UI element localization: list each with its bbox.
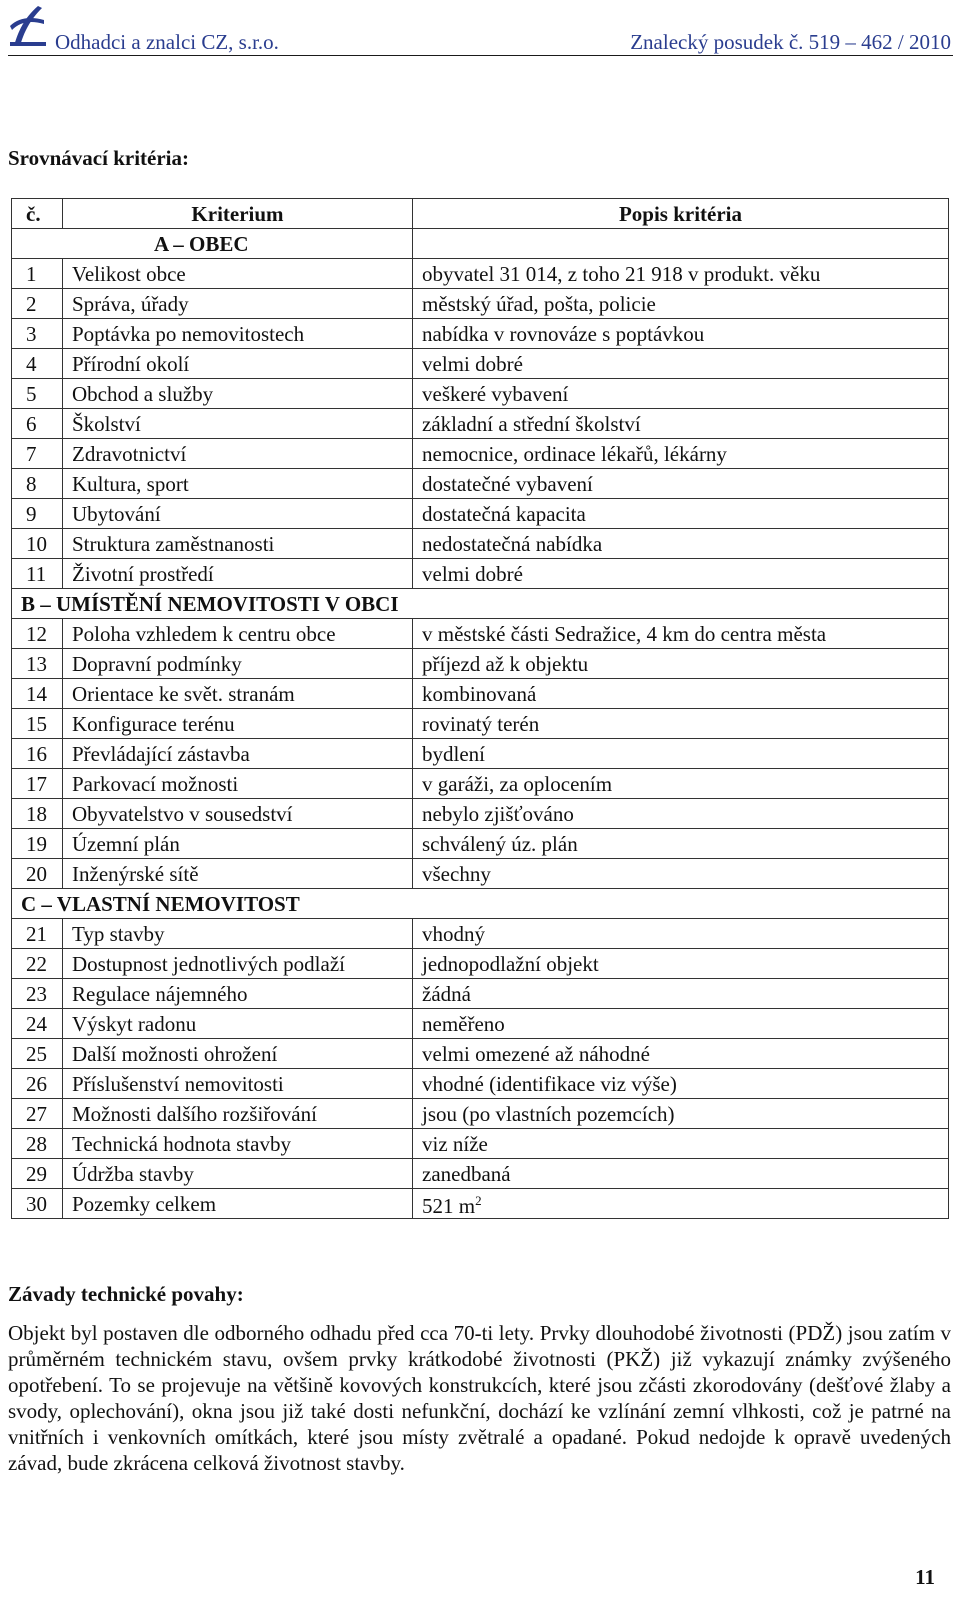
company-logo-icon xyxy=(8,2,48,50)
table-row xyxy=(12,769,949,799)
column-header-description: Popis kritéria xyxy=(413,199,949,229)
row-criterion: Zdravotnictví xyxy=(63,439,413,469)
row-description-text: obyvatel 31 014, z toho 21 918 v produkt. věku xyxy=(422,261,821,286)
row-description xyxy=(413,619,949,649)
row-number: 22 xyxy=(12,949,63,979)
row-criterion: Výskyt radonu xyxy=(63,1009,413,1039)
table-row xyxy=(12,1129,949,1159)
row-description-text: jednopodlažní objekt xyxy=(422,951,599,976)
row-description xyxy=(413,349,949,379)
row-description xyxy=(413,1129,949,1159)
row-criterion: Regulace nájemného xyxy=(63,979,413,1009)
row-description-text: kombinovaná xyxy=(422,681,537,706)
row-number: 4 xyxy=(12,349,63,379)
row-description xyxy=(413,559,949,589)
row-criterion: Údržba stavby xyxy=(63,1159,413,1189)
row-number: 14 xyxy=(12,679,63,709)
table-row xyxy=(12,559,949,589)
row-description xyxy=(413,379,949,409)
row-number: 26 xyxy=(12,1069,63,1099)
row-description xyxy=(413,499,949,529)
row-number: 25 xyxy=(12,1039,63,1069)
row-criterion: Kultura, sport xyxy=(63,469,413,499)
row-description xyxy=(413,859,949,889)
row-criterion: Možnosti dalšího rozšiřování xyxy=(63,1099,413,1129)
row-criterion: Obchod a služby xyxy=(63,379,413,409)
group-title: B – UMÍSTĚNÍ NEMOVITOSTI V OBCI xyxy=(12,589,949,619)
row-criterion: Přírodní okolí xyxy=(63,349,413,379)
table-row xyxy=(12,1099,949,1129)
row-description-text: městský úřad, pošta, policie xyxy=(422,291,656,316)
row-description xyxy=(413,409,949,439)
row-description xyxy=(413,739,949,769)
row-description xyxy=(413,1009,949,1039)
table-row xyxy=(12,709,949,739)
row-number: 9 xyxy=(12,499,63,529)
row-description-text: základní a střední školství xyxy=(422,411,641,436)
row-description xyxy=(413,469,949,499)
row-criterion: Školství xyxy=(63,409,413,439)
row-description-text: viz níže xyxy=(422,1131,488,1156)
table-row xyxy=(12,529,949,559)
row-description-text: dostatečné vybavení xyxy=(422,471,593,496)
table-row xyxy=(12,349,949,379)
row-criterion: Pozemky celkem xyxy=(63,1189,413,1219)
row-description-text: velmi dobré xyxy=(422,351,523,376)
row-description xyxy=(413,829,949,859)
row-criterion: Dostupnost jednotlivých podlaží xyxy=(63,949,413,979)
row-description-text: schválený úz. plán xyxy=(422,831,578,856)
row-description xyxy=(413,679,949,709)
row-description-text: v garáži, za oplocením xyxy=(422,771,613,796)
table-row xyxy=(12,859,949,889)
row-number: 24 xyxy=(12,1009,63,1039)
row-description-text: vhodný xyxy=(422,921,485,946)
table-row xyxy=(12,1189,949,1219)
row-number: 18 xyxy=(12,799,63,829)
row-description-text: velmi omezené až náhodné xyxy=(422,1041,650,1066)
table-row xyxy=(12,409,949,439)
row-description xyxy=(413,529,949,559)
company-name: Odhadci a znalci CZ, s.r.o. xyxy=(55,30,279,54)
row-number: 30 xyxy=(12,1189,63,1219)
table-row xyxy=(12,799,949,829)
criteria-table-body xyxy=(12,229,949,1219)
group-row xyxy=(12,889,949,919)
table-row xyxy=(12,1009,949,1039)
table-row xyxy=(12,319,949,349)
page-header xyxy=(8,0,953,56)
table-row xyxy=(12,619,949,649)
row-description xyxy=(413,319,949,349)
row-description-text: rovinatý terén xyxy=(422,711,540,736)
row-description xyxy=(413,649,949,679)
row-description-text: nemocnice, ordinace lékařů, lékárny xyxy=(422,441,727,466)
table-row xyxy=(12,919,949,949)
defects-paragraph: Objekt byl postaven dle odborného odhadu před cca 70-ti lety. Prvky dlouhodobé životnosti (PDŽ) jsou zatím v průměrném technickém stavu, ovšem prvky krátkodobé životnosti (PKŽ) již vykazují známky zvýšeného opotřebení. To se projevuje na většině kovových konstrukcích, které jsou zčásti zkorodovány (dešťové žlaby a svody, oplechování), okna jsou již také dosti nefunkční, dochází ke vzlínání zemní vlhkosti, což je patrné na vnitřních i venkovních omítkách, které jsou místy zvětralé a opadané. Pokud nedojde k opravě uvedených závad, bude zkrácena celková životnost stavby. xyxy=(8,1321,951,1475)
row-description xyxy=(413,439,949,469)
row-criterion: Ubytování xyxy=(63,499,413,529)
table-row xyxy=(12,1039,949,1069)
row-description xyxy=(413,919,949,949)
row-criterion: Orientace ke svět. stranám xyxy=(63,679,413,709)
row-description-text: vhodné (identifikace viz výše) xyxy=(422,1071,677,1096)
table-row xyxy=(12,829,949,859)
row-criterion: Poptávka po nemovitostech xyxy=(63,319,413,349)
row-description xyxy=(413,769,949,799)
row-description xyxy=(413,1039,949,1069)
table-row xyxy=(12,439,949,469)
row-criterion: Další možnosti ohrožení xyxy=(63,1039,413,1069)
row-description xyxy=(413,979,949,1009)
row-description-text: neměřeno xyxy=(422,1011,505,1036)
row-criterion: Převládající zástavba xyxy=(63,739,413,769)
row-number: 5 xyxy=(12,379,63,409)
defects-heading: Závady technické povahy: xyxy=(8,1282,244,1306)
row-number: 29 xyxy=(12,1159,63,1189)
row-criterion: Struktura zaměstnanosti xyxy=(63,529,413,559)
row-description-text: velmi dobré xyxy=(422,561,523,586)
row-criterion: Velikost obce xyxy=(63,259,413,289)
row-criterion: Technická hodnota stavby xyxy=(63,1129,413,1159)
row-number: 8 xyxy=(12,469,63,499)
table-row xyxy=(12,679,949,709)
group-title: C – VLASTNÍ NEMOVITOST xyxy=(12,889,949,919)
row-description-text: příjezd až k objektu xyxy=(422,651,589,676)
group-empty-cell xyxy=(413,229,949,259)
criteria-heading: Srovnávací kritéria: xyxy=(8,146,190,170)
row-number: 17 xyxy=(12,769,63,799)
criteria-table xyxy=(11,198,949,1219)
row-number: 21 xyxy=(12,919,63,949)
group-row xyxy=(12,229,949,259)
row-description xyxy=(413,949,949,979)
row-criterion: Příslušenství nemovitosti xyxy=(63,1069,413,1099)
row-number: 13 xyxy=(12,649,63,679)
row-description xyxy=(413,1099,949,1129)
table-header-row xyxy=(12,199,949,229)
row-number: 6 xyxy=(12,409,63,439)
row-criterion: Územní plán xyxy=(63,829,413,859)
row-description xyxy=(413,1159,949,1189)
table-row xyxy=(12,1159,949,1189)
table-row xyxy=(12,289,949,319)
row-criterion: Konfigurace terénu xyxy=(63,709,413,739)
row-criterion: Obyvatelstvo v sousedství xyxy=(63,799,413,829)
row-criterion: Životní prostředí xyxy=(63,559,413,589)
table-row xyxy=(12,1069,949,1099)
row-description-text: jsou (po vlastních pozemcích) xyxy=(422,1101,675,1126)
row-number: 23 xyxy=(12,979,63,1009)
table-row xyxy=(12,469,949,499)
report-number: Znalecký posudek č. 519 – 462 / 2010 xyxy=(630,30,951,54)
row-description-text: všechny xyxy=(422,861,491,886)
row-description-text: nabídka v rovnováze s poptávkou xyxy=(422,321,705,346)
table-row xyxy=(12,259,949,289)
group-row xyxy=(12,589,949,619)
row-description xyxy=(413,289,949,319)
page-number: 11 xyxy=(915,1565,935,1589)
table-row xyxy=(12,379,949,409)
row-description-text: nedostatečná nabídka xyxy=(422,531,603,556)
row-number: 2 xyxy=(12,289,63,319)
row-number: 28 xyxy=(12,1129,63,1159)
table-row xyxy=(12,739,949,769)
row-description-text: veškeré vybavení xyxy=(422,381,569,406)
row-number: 7 xyxy=(12,439,63,469)
row-criterion: Dopravní podmínky xyxy=(63,649,413,679)
row-description-text: zanedbaná xyxy=(422,1161,511,1186)
row-description xyxy=(413,259,949,289)
row-number: 20 xyxy=(12,859,63,889)
row-number: 12 xyxy=(12,619,63,649)
row-number: 27 xyxy=(12,1099,63,1129)
row-criterion: Poloha vzhledem k centru obce xyxy=(63,619,413,649)
table-row xyxy=(12,649,949,679)
row-description xyxy=(413,1189,949,1219)
row-number: 10 xyxy=(12,529,63,559)
column-header-number: č. xyxy=(12,199,63,229)
row-description-text: bydlení xyxy=(422,741,485,766)
table-row xyxy=(12,949,949,979)
row-number: 3 xyxy=(12,319,63,349)
row-criterion: Typ stavby xyxy=(63,919,413,949)
row-number: 1 xyxy=(12,259,63,289)
row-description xyxy=(413,709,949,739)
row-criterion: Správa, úřady xyxy=(63,289,413,319)
row-description-text: dostatečná kapacita xyxy=(422,501,586,526)
row-description-text: nebylo zjišťováno xyxy=(422,801,574,826)
row-description-text: žádná xyxy=(422,981,471,1006)
row-description xyxy=(413,1069,949,1099)
row-number: 19 xyxy=(12,829,63,859)
row-description-superscript: 2 xyxy=(475,1193,482,1208)
row-criterion: Parkovací možnosti xyxy=(63,769,413,799)
column-header-criterion: Kriterium xyxy=(63,199,413,229)
row-description-text: 521 m xyxy=(422,1194,476,1218)
row-number: 15 xyxy=(12,709,63,739)
row-description-text: v městské části Sedražice, 4 km do centra města xyxy=(422,621,827,646)
row-criterion: Inženýrské sítě xyxy=(63,859,413,889)
row-number: 16 xyxy=(12,739,63,769)
table-row xyxy=(12,499,949,529)
row-number: 11 xyxy=(12,559,63,589)
row-description xyxy=(413,799,949,829)
group-title: A – OBEC xyxy=(12,229,413,259)
table-row xyxy=(12,979,949,1009)
